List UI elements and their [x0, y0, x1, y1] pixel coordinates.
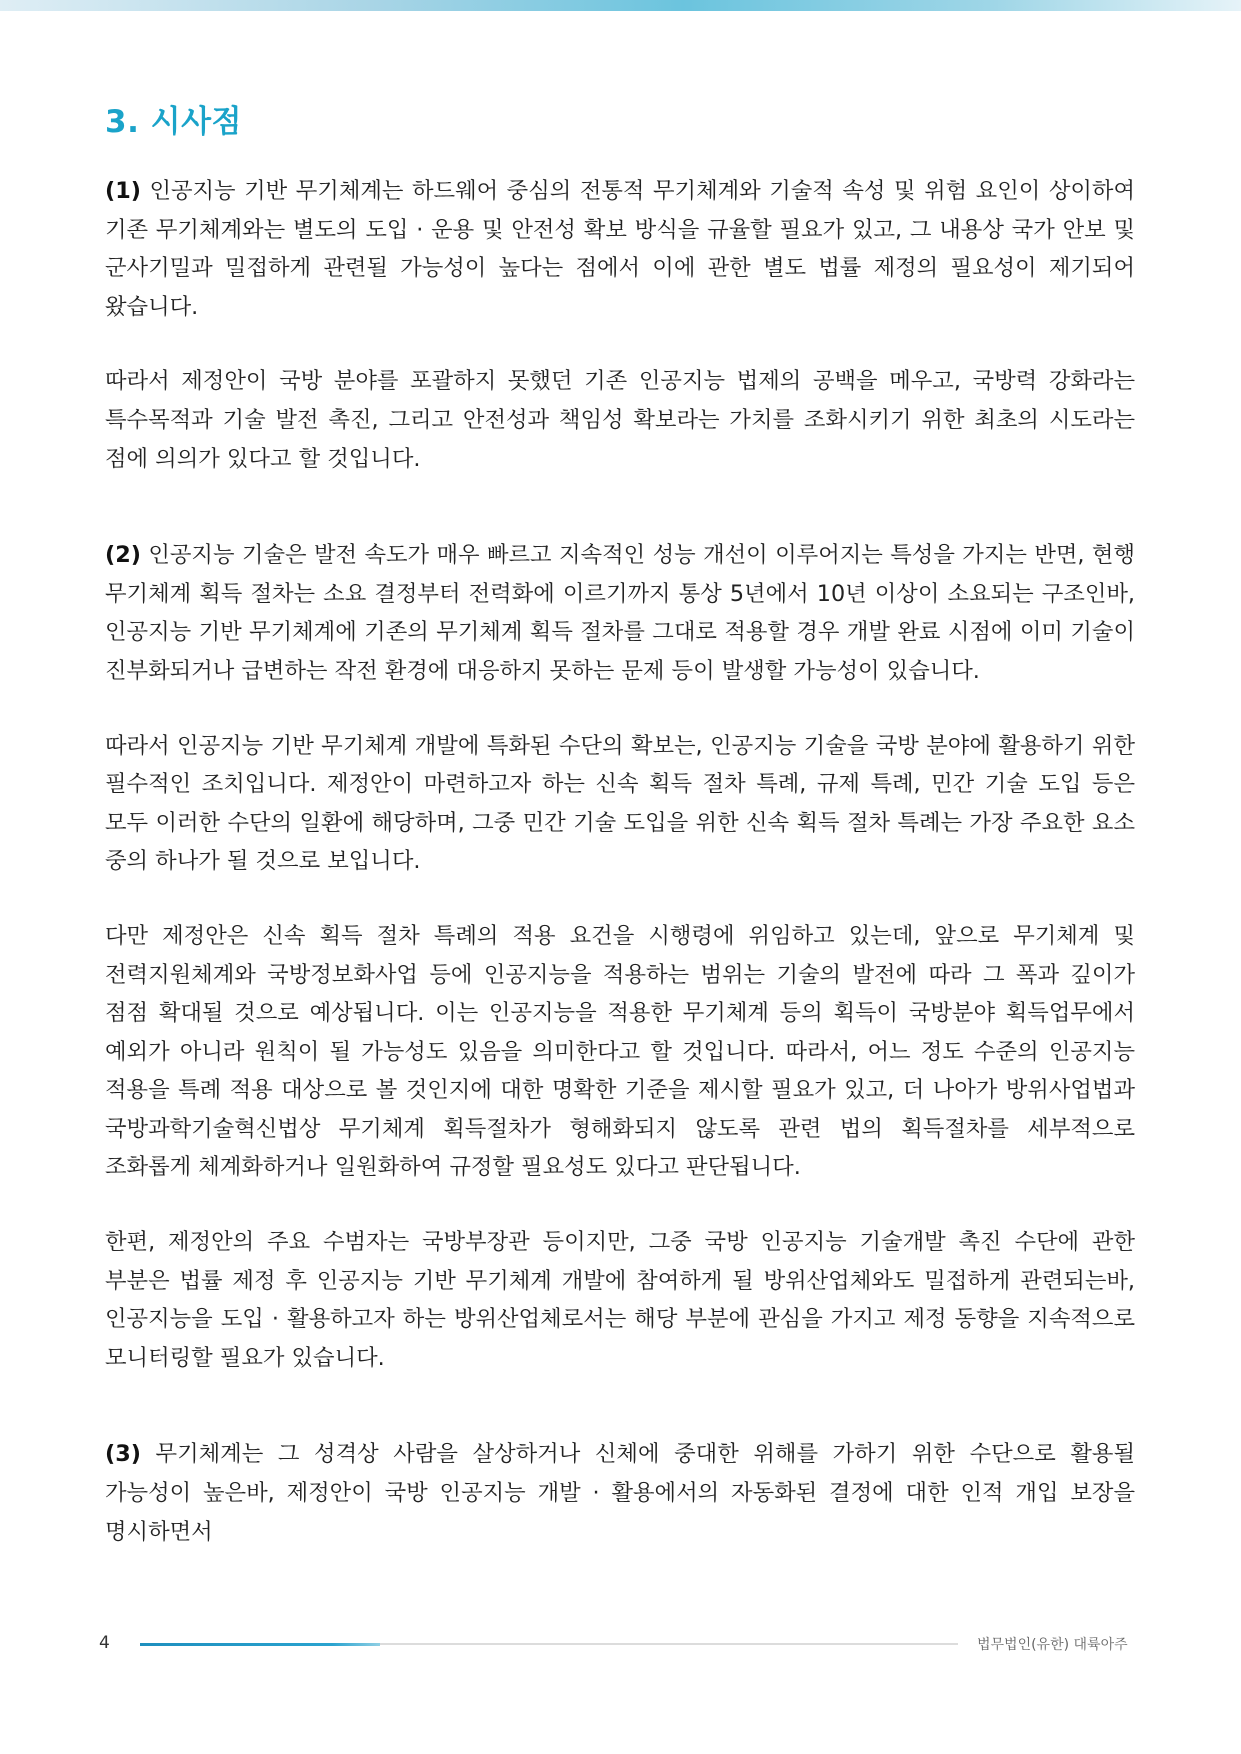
paragraph-number: (1)	[105, 178, 141, 204]
paragraph-number: (2)	[105, 542, 141, 569]
paragraph-text: 인공지능 기반 무기체계는 하드웨어 중심의 전통적 무기체계와 기술적 속성 및 위험 요인이 상이하여 기존 무기체계와는 별도의 도입 · 운용 및 안전성 확보 방식을 규율할 필요가 있고, 그 내용상 국가 안보 및 군사기밀과 밀접하게 관련될 가능성이 높다는 점에서 이에 관한 별도 법률 제정의 필요성이 제기되어 왔습니다.	[105, 178, 1135, 320]
paragraph-1	[105, 172, 1135, 326]
paragraph-2: 따라서 제정안이 국방 분야를 포괄하지 못했던 기존 인공지능 법제의 공백을 메우고, 국방력 강화라는 특수목적과 기술 발전 촉진, 그리고 안전성과 책임성 확보라는 가치를 조화시키기 위한 최초의 시도라는 점에 의의가 있다고 할 것입니다.	[105, 368, 1135, 472]
paragraph-number: (3)	[105, 1441, 141, 1468]
paragraph-3	[105, 536, 1135, 690]
paragraph-6: 한편, 제정안의 주요 수범자는 국방부장관 등이지만, 그중 국방 인공지능 기술개발 촉진 수단에 관한 부분은 법률 제정 후 인공지능 기반 무기체계 개발에 참여하게 될 방위산업체와도 밀접하게 관련되는바, 인공지능을 도입 · 활용하고자 하는 방위산업체로서는 해당 부분에 관심을 가지고 제정 동향을 지속적으로 모니터링할 필요가 있습니다.	[105, 1229, 1135, 1371]
paragraph-7	[105, 1435, 1135, 1551]
page-number: 4	[99, 1633, 110, 1653]
paragraph-4: 따라서 인공지능 기반 무기체계 개발에 특화된 수단의 확보는, 인공지능 기술을 국방 분야에 활용하기 위한 필수적인 조치입니다. 제정안이 마련하고자 하는 신속 획득 절차 특례, 규제 특례, 민간 기술 도입 등은 모두 이러한 수단의 일환에 해당하며, 그중 민간 기술 도입을 위한 신속 획득 절차 특례는 가장 주요한 요소 중의 하나가 될 것으로 보입니다.	[105, 732, 1135, 875]
paragraph-text: 무기체계는 그 성격상 사람을 살상하거나 신체에 중대한 위해를 가하기 위한 수단으로 활용될 가능성이 높은바, 제정안이 국방 인공지능 개발 · 활용에서의 자동화된 결정에 대한 인적 개입 보장을 명시하면서	[105, 1441, 1135, 1545]
body-content	[105, 172, 1135, 1551]
footer-divider-accent	[140, 1643, 380, 1646]
section-title: 3. 시사점	[105, 104, 242, 140]
paragraph-text: 인공지능 기술은 발전 속도가 매우 빠르고 지속적인 성능 개선이 이루어지는 특성을 가지는 반면, 현행 무기체계 획득 절차는 소요 결정부터 전력화에 이르기까지 통상 5년에서 10년 이상이 소요되는 구조인바, 인공지능 기반 무기체계에 기존의 무기체계 획득 절차를 그대로 적용할 경우 개발 완료 시점에 이미 기술이 진부화되거나 급변하는 작전 환경에 대응하지 못하는 문제 등이 발생할 가능성이 있습니다.	[105, 542, 1135, 684]
top-decorative-band	[0, 0, 1241, 11]
footer-divider	[140, 1643, 958, 1645]
paragraph-5: 다만 제정안은 신속 획득 절차 특례의 적용 요건을 시행령에 위임하고 있는데, 앞으로 무기체계 및 전력지원체계와 국방정보화사업 등에 인공지능을 적용하는 범위는 기술의 발전에 따라 그 폭과 깊이가 점점 확대될 것으로 예상됩니다. 이는 인공지능을 적용한 무기체계 등의 획득이 국방분야 획득업무에서 예외가 아니라 원칙이 될 가능성도 있음을 의미한다고 할 것입니다. 따라서, 어느 정도 수준의 인공지능 적용을 특례 적용 대상으로 볼 것인지에 대한 명확한 기준을 제시할 필요가 있고, 더 나아가 방위사업법과 국방과학기술혁신법상 무기체계 획득절차가 형해화되지 않도록 관련 법의 획득절차를 세부적으로 조화롭게 체계화하거나 일원화하여 규정할 필요성도 있다고 판단됩니다.	[105, 922, 1135, 1181]
firm-name: 법무법인(유한) 대륙아주	[977, 1637, 1128, 1653]
